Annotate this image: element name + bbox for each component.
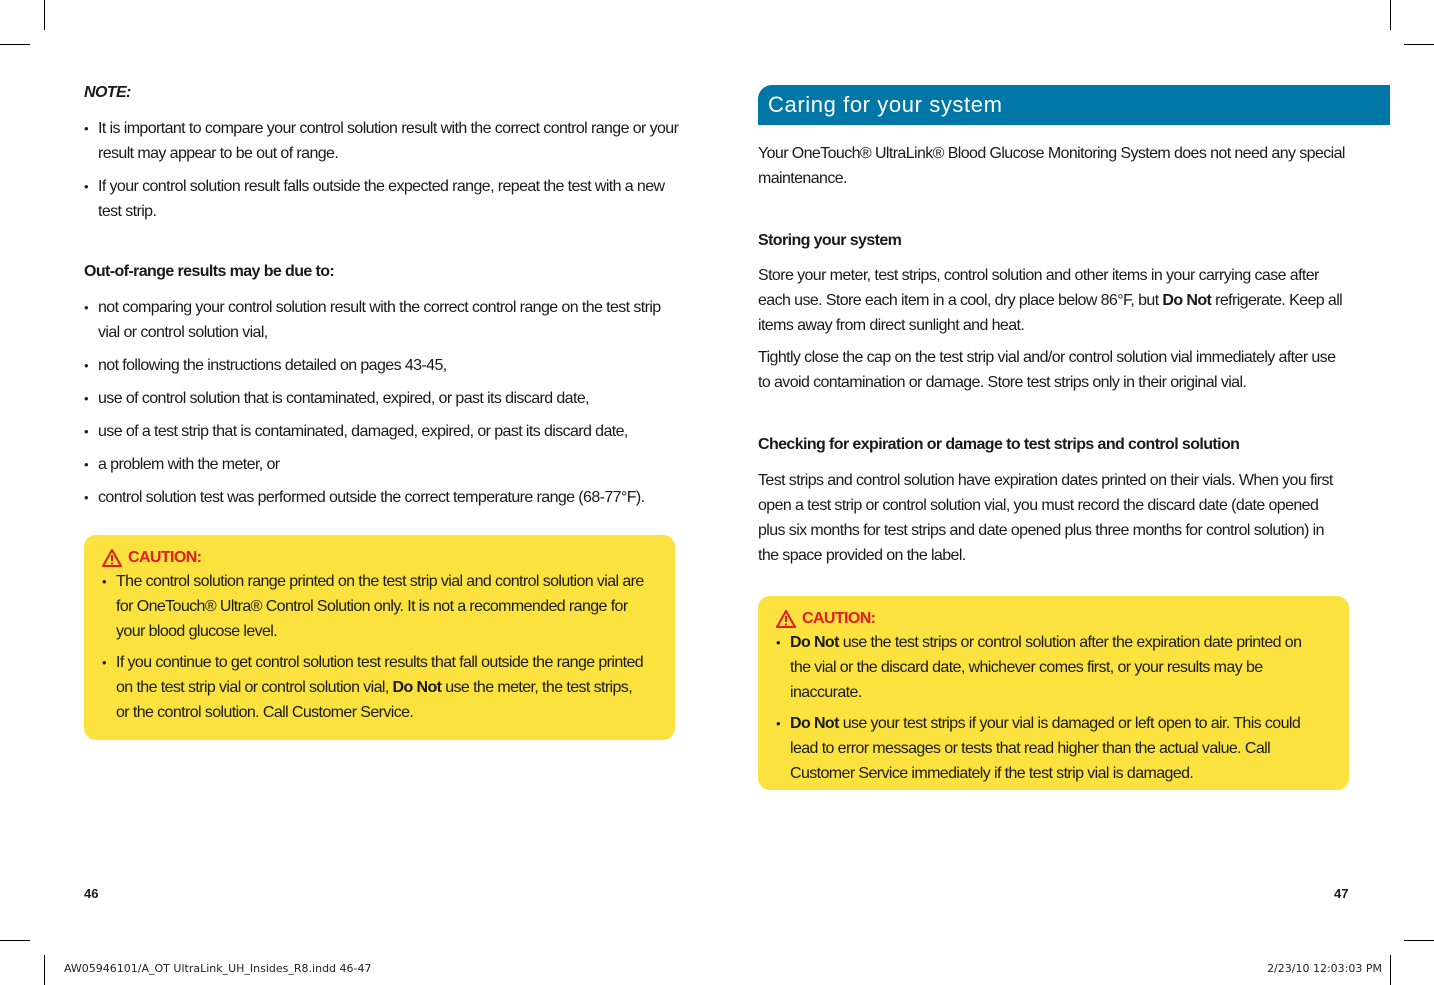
slug-filename: AW05946101/A_OT UltraLink_UH_Insides_R8.indd 46-47 xyxy=(64,962,372,975)
caution-list xyxy=(776,630,1321,786)
warning-icon xyxy=(102,549,122,567)
storing-paragraph: Store your meter, test strips, control solution and other items in your carrying case after each use. Store each item in a cool, dry place below 86°F, but Do Not refrigerate. Keep all items away from direct sunlight and heat. xyxy=(758,267,1343,334)
caution-item: • If you continue to get control solution test results that fall outside the range printed on the test strip vial or control solution vial, Do Not use the meter, the test strips, or the control solution. Call Customer Service. xyxy=(102,650,647,725)
crop-mark xyxy=(1390,955,1391,985)
crop-mark xyxy=(1404,940,1434,941)
caution-heading xyxy=(776,610,1321,628)
section-title: Caring for your system xyxy=(768,92,1003,117)
out-of-range-heading: Out-of-range results may be due to: xyxy=(84,263,335,280)
caution-heading xyxy=(102,549,647,567)
out-of-range-item: • not comparing your control solution result with the correct control range on the test strip vial or control solution vial, xyxy=(84,295,684,345)
out-of-range-item: • use of control solution that is contaminated, expired, or past its discard date, xyxy=(84,386,684,411)
out-of-range-item: • control solution test was performed outside the correct temperature range (68-77°F). xyxy=(84,485,684,510)
crop-mark xyxy=(0,44,30,45)
page-number: 47 xyxy=(1334,886,1349,901)
caution-box-left xyxy=(84,535,675,740)
caution-item: • Do Not use the test strips or control solution after the expiration date printed on the vial or the discard date, whichever comes first, or your results may be inaccurate. xyxy=(776,630,1321,705)
caution-list xyxy=(102,569,647,725)
note-title: NOTE: xyxy=(84,84,131,101)
note-list xyxy=(84,116,684,232)
out-of-range-item: • not following the instructions detailed on pages 43-45, xyxy=(84,353,684,378)
crop-mark xyxy=(44,955,45,985)
warning-icon xyxy=(776,610,796,628)
caution-box-right xyxy=(758,596,1349,790)
checking-heading: Checking for expiration or damage to test strips and control solution xyxy=(758,436,1240,453)
caution-title: CAUTION: xyxy=(802,610,876,627)
storing-heading: Storing your system xyxy=(758,232,902,249)
crop-mark xyxy=(1390,0,1391,30)
out-of-range-item: • a problem with the meter, or xyxy=(84,452,684,477)
caution-title: CAUTION: xyxy=(128,549,202,566)
out-of-range-item: • use of a test strip that is contaminated, damaged, expired, or past its discard date, xyxy=(84,419,684,444)
caution-item: • The control solution range printed on the test strip vial and control solution vial are for OneTouch® Ultra® Control Solution only. It is not a recommended range for your blood glucose level. xyxy=(102,569,647,644)
caution-item: • Do Not use your test strips if your vial is damaged or left open to air. This could lead to error messages or tests that read higher than the actual value. Call Customer Service immediately if the test strip vial is damaged. xyxy=(776,711,1321,786)
out-of-range-list xyxy=(84,295,684,518)
checking-paragraph: Test strips and control solution have expiration dates printed on their vials. When you first open a test strip or control solution vial, you must record the discard date (date opened plus six months for test strips and date opened plus three months for control solution) in the space provided on the label. xyxy=(758,472,1333,564)
note-item: • If your control solution result falls outside the expected range, repeat the test with a new test strip. xyxy=(84,174,684,224)
crop-mark xyxy=(1404,44,1434,45)
intro-paragraph: Your OneTouch® UltraLink® Blood Glucose Monitoring System does not need any special maintenance. xyxy=(758,145,1345,187)
storing-paragraph-2: Tightly close the cap on the test strip vial and/or control solution vial immediately after use to avoid contamination or damage. Store test strips only in their original vial. xyxy=(758,349,1336,391)
slug-timestamp: 2/23/10 12:03:03 PM xyxy=(1267,962,1382,975)
note-item: • It is important to compare your control solution result with the correct control range or your result may appear to be out of range. xyxy=(84,116,684,166)
crop-mark xyxy=(44,0,45,30)
crop-mark xyxy=(0,940,30,941)
section-banner xyxy=(758,85,1390,125)
page-number: 46 xyxy=(84,886,99,901)
